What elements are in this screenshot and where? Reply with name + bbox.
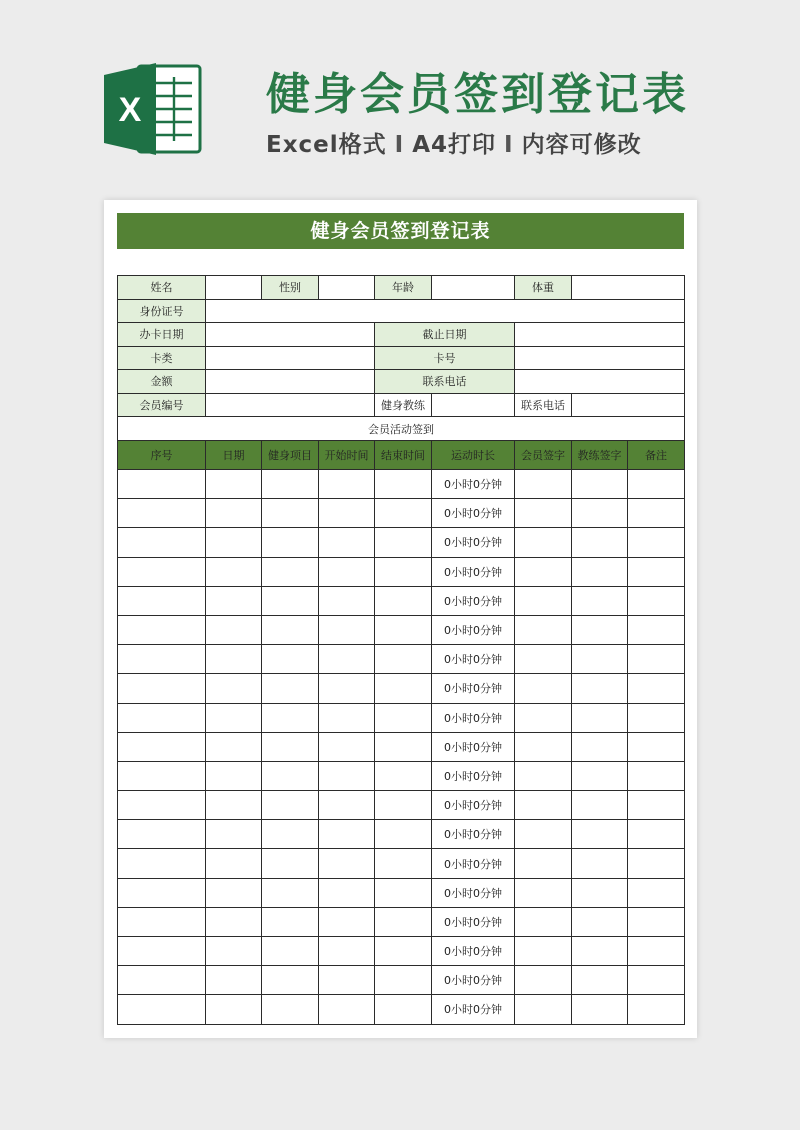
cell-duration: 0小时0分钟 <box>432 470 515 499</box>
cell-fitness-item[interactable] <box>262 937 319 966</box>
cell-remarks[interactable] <box>628 995 685 1024</box>
cell-end-time[interactable] <box>375 586 432 615</box>
cell-member-sign[interactable] <box>515 761 572 790</box>
cell-end-time[interactable] <box>375 966 432 995</box>
cell-remarks[interactable] <box>628 878 685 907</box>
value-contact-phone-2[interactable] <box>572 393 685 417</box>
cell-coach-sign[interactable] <box>572 645 628 674</box>
cell-end-time[interactable] <box>375 528 432 557</box>
cell-date[interactable] <box>206 849 262 878</box>
cell-member-sign[interactable] <box>515 470 572 499</box>
cell-coach-sign[interactable] <box>572 703 628 732</box>
label-age: 年龄 <box>375 276 432 300</box>
cell-start-time[interactable] <box>319 878 375 907</box>
cell-index[interactable] <box>118 732 206 761</box>
page-title: 健身会员签到登记表 <box>266 69 689 120</box>
cell-start-time[interactable] <box>319 907 375 936</box>
cell-fitness-item[interactable] <box>262 878 319 907</box>
cell-index[interactable] <box>118 615 206 644</box>
value-card-no[interactable] <box>515 346 685 370</box>
cell-duration: 0小时0分钟 <box>432 732 515 761</box>
cell-remarks[interactable] <box>628 732 685 761</box>
cell-start-time[interactable] <box>319 849 375 878</box>
cell-member-sign[interactable] <box>515 674 572 703</box>
cell-index[interactable] <box>118 966 206 995</box>
cell-remarks[interactable] <box>628 499 685 528</box>
cell-end-time[interactable] <box>375 703 432 732</box>
table-row <box>118 937 685 966</box>
cell-index[interactable] <box>118 791 206 820</box>
cell-duration: 0小时0分钟 <box>432 674 515 703</box>
cell-fitness-item[interactable] <box>262 586 319 615</box>
cell-start-time[interactable] <box>319 937 375 966</box>
cell-coach-sign[interactable] <box>572 849 628 878</box>
cell-end-time[interactable] <box>375 470 432 499</box>
cell-date[interactable] <box>206 470 262 499</box>
cell-start-time[interactable] <box>319 761 375 790</box>
cell-index[interactable] <box>118 761 206 790</box>
cell-duration: 0小时0分钟 <box>432 995 515 1024</box>
cell-end-time[interactable] <box>375 732 432 761</box>
cell-end-time[interactable] <box>375 820 432 849</box>
form-banner: 健身会员签到登记表 <box>117 213 684 249</box>
cell-fitness-item[interactable] <box>262 645 319 674</box>
cell-duration: 0小时0分钟 <box>432 586 515 615</box>
label-coach: 健身教练 <box>375 393 432 417</box>
cell-end-time[interactable] <box>375 791 432 820</box>
cell-coach-sign[interactable] <box>572 586 628 615</box>
cell-fitness-item[interactable] <box>262 849 319 878</box>
cell-date[interactable] <box>206 761 262 790</box>
cell-end-time[interactable] <box>375 645 432 674</box>
cell-end-time[interactable] <box>375 674 432 703</box>
cell-duration: 0小时0分钟 <box>432 937 515 966</box>
cell-duration: 0小时0分钟 <box>432 820 515 849</box>
cell-member-sign[interactable] <box>515 849 572 878</box>
value-card-type[interactable] <box>206 346 375 370</box>
table-row <box>118 557 685 586</box>
cell-remarks[interactable] <box>628 937 685 966</box>
cell-index[interactable] <box>118 849 206 878</box>
cell-end-time[interactable] <box>375 849 432 878</box>
label-contact-phone: 联系电话 <box>375 370 515 394</box>
cell-fitness-item[interactable] <box>262 703 319 732</box>
cell-fitness-item[interactable] <box>262 557 319 586</box>
cell-remarks[interactable] <box>628 761 685 790</box>
cell-remarks[interactable] <box>628 645 685 674</box>
col-header-duration: 运动时长 <box>432 441 515 470</box>
cell-fitness-item[interactable] <box>262 966 319 995</box>
cell-index[interactable] <box>118 499 206 528</box>
cell-date[interactable] <box>206 557 262 586</box>
cell-date[interactable] <box>206 732 262 761</box>
cell-start-time[interactable] <box>319 703 375 732</box>
cell-duration: 0小时0分钟 <box>432 645 515 674</box>
cell-date[interactable] <box>206 615 262 644</box>
cell-index[interactable] <box>118 937 206 966</box>
value-amount[interactable] <box>206 370 375 394</box>
col-header-start-time: 开始时间 <box>319 441 375 470</box>
cell-start-time[interactable] <box>319 528 375 557</box>
cell-coach-sign[interactable] <box>572 499 628 528</box>
label-end-date: 截止日期 <box>375 323 515 347</box>
cell-date[interactable] <box>206 791 262 820</box>
cell-index[interactable] <box>118 878 206 907</box>
cell-end-time[interactable] <box>375 878 432 907</box>
table-row <box>118 703 685 732</box>
cell-duration: 0小时0分钟 <box>432 966 515 995</box>
cell-date[interactable] <box>206 907 262 936</box>
cell-remarks[interactable] <box>628 674 685 703</box>
cell-start-time[interactable] <box>319 557 375 586</box>
cell-fitness-item[interactable] <box>262 528 319 557</box>
cell-member-sign[interactable] <box>515 966 572 995</box>
cell-end-time[interactable] <box>375 615 432 644</box>
cell-member-sign[interactable] <box>515 878 572 907</box>
table-row <box>118 761 685 790</box>
label-id-number: 身份证号 <box>118 299 206 323</box>
cell-remarks[interactable] <box>628 528 685 557</box>
subtitle-editable: 内容可修改 <box>521 132 642 158</box>
table-row <box>118 732 685 761</box>
label-card-no: 卡号 <box>375 346 515 370</box>
cell-duration: 0小时0分钟 <box>432 615 515 644</box>
label-member-no: 会员编号 <box>118 393 206 417</box>
cell-end-time[interactable] <box>375 557 432 586</box>
cell-date[interactable] <box>206 528 262 557</box>
table-row <box>118 674 685 703</box>
cell-start-time[interactable] <box>319 674 375 703</box>
cell-fitness-item[interactable] <box>262 907 319 936</box>
cell-member-sign[interactable] <box>515 499 572 528</box>
cell-date[interactable] <box>206 586 262 615</box>
label-gender: 性别 <box>262 276 319 300</box>
value-age[interactable] <box>432 276 515 300</box>
cell-end-time[interactable] <box>375 761 432 790</box>
table-row <box>118 849 685 878</box>
cell-date[interactable] <box>206 878 262 907</box>
value-coach[interactable] <box>432 393 515 417</box>
table-row <box>118 615 685 644</box>
cell-coach-sign[interactable] <box>572 791 628 820</box>
cell-remarks[interactable] <box>628 703 685 732</box>
cell-coach-sign[interactable] <box>572 995 628 1024</box>
value-member-no[interactable] <box>206 393 375 417</box>
value-gender[interactable] <box>319 276 375 300</box>
col-header-fitness-item: 健身项目 <box>262 441 319 470</box>
cell-fitness-item[interactable] <box>262 470 319 499</box>
cell-start-time[interactable] <box>319 470 375 499</box>
cell-index[interactable] <box>118 470 206 499</box>
col-header-index: 序号 <box>118 441 206 470</box>
cell-remarks[interactable] <box>628 907 685 936</box>
cell-coach-sign[interactable] <box>572 470 628 499</box>
label-amount: 金额 <box>118 370 206 394</box>
page-subtitle <box>266 126 642 159</box>
cell-end-time[interactable] <box>375 995 432 1024</box>
table-row <box>118 499 685 528</box>
cell-coach-sign[interactable] <box>572 761 628 790</box>
cell-remarks[interactable] <box>628 557 685 586</box>
cell-index[interactable] <box>118 586 206 615</box>
table-row <box>118 645 685 674</box>
cell-duration: 0小时0分钟 <box>432 528 515 557</box>
cell-end-time[interactable] <box>375 937 432 966</box>
cell-fitness-item[interactable] <box>262 615 319 644</box>
cell-remarks[interactable] <box>628 849 685 878</box>
cell-fitness-item[interactable] <box>262 761 319 790</box>
cell-member-sign[interactable] <box>515 528 572 557</box>
table-row <box>118 995 685 1024</box>
table-row <box>118 791 685 820</box>
cell-coach-sign[interactable] <box>572 820 628 849</box>
cell-remarks[interactable] <box>628 820 685 849</box>
cell-coach-sign[interactable] <box>572 878 628 907</box>
cell-index[interactable] <box>118 820 206 849</box>
table-row <box>118 528 685 557</box>
cell-coach-sign[interactable] <box>572 674 628 703</box>
cell-date[interactable] <box>206 937 262 966</box>
cell-remarks[interactable] <box>628 791 685 820</box>
cell-date[interactable] <box>206 966 262 995</box>
cell-start-time[interactable] <box>319 966 375 995</box>
cell-duration: 0小时0分钟 <box>432 849 515 878</box>
cell-start-time[interactable] <box>319 586 375 615</box>
cell-coach-sign[interactable] <box>572 907 628 936</box>
cell-duration: 0小时0分钟 <box>432 791 515 820</box>
cell-fitness-item[interactable] <box>262 499 319 528</box>
cell-start-time[interactable] <box>319 645 375 674</box>
value-id-number[interactable] <box>206 299 685 323</box>
cell-index[interactable] <box>118 703 206 732</box>
cell-member-sign[interactable] <box>515 615 572 644</box>
cell-member-sign[interactable] <box>515 645 572 674</box>
label-name: 姓名 <box>118 276 206 300</box>
subtitle-separator: I <box>394 132 405 158</box>
cell-date[interactable] <box>206 703 262 732</box>
cell-date[interactable] <box>206 645 262 674</box>
col-header-coach-sign: 教练签字 <box>572 441 628 470</box>
cell-remarks[interactable] <box>628 615 685 644</box>
cell-index[interactable] <box>118 528 206 557</box>
col-header-member-sign: 会员签字 <box>515 441 572 470</box>
col-header-remarks: 备注 <box>628 441 685 470</box>
cell-member-sign[interactable] <box>515 937 572 966</box>
cell-index[interactable] <box>118 995 206 1024</box>
cell-end-time[interactable] <box>375 499 432 528</box>
label-card-type: 卡类 <box>118 346 206 370</box>
cell-coach-sign[interactable] <box>572 557 628 586</box>
cell-start-time[interactable] <box>319 615 375 644</box>
section-title: 会员活动签到 <box>118 417 685 441</box>
cell-fitness-item[interactable] <box>262 791 319 820</box>
table-row <box>118 470 685 499</box>
registration-sheet <box>117 275 685 1025</box>
subtitle-print: A4打印 <box>412 132 497 158</box>
cell-member-sign[interactable] <box>515 907 572 936</box>
cell-member-sign[interactable] <box>515 995 572 1024</box>
cell-end-time[interactable] <box>375 907 432 936</box>
cell-duration: 0小时0分钟 <box>432 703 515 732</box>
cell-index[interactable] <box>118 557 206 586</box>
col-header-end-time: 结束时间 <box>375 441 432 470</box>
cell-coach-sign[interactable] <box>572 937 628 966</box>
cell-duration: 0小时0分钟 <box>432 907 515 936</box>
cell-member-sign[interactable] <box>515 703 572 732</box>
cell-start-time[interactable] <box>319 995 375 1024</box>
cell-index[interactable] <box>118 674 206 703</box>
cell-start-time[interactable] <box>319 499 375 528</box>
logo-letter: X <box>118 91 142 129</box>
cell-date[interactable] <box>206 820 262 849</box>
value-contact-phone[interactable] <box>515 370 685 394</box>
cell-coach-sign[interactable] <box>572 528 628 557</box>
label-contact-phone-2: 联系电话 <box>515 393 572 417</box>
cell-remarks[interactable] <box>628 586 685 615</box>
cell-duration: 0小时0分钟 <box>432 878 515 907</box>
cell-duration: 0小时0分钟 <box>432 499 515 528</box>
cell-remarks[interactable] <box>628 470 685 499</box>
cell-coach-sign[interactable] <box>572 615 628 644</box>
value-weight[interactable] <box>572 276 685 300</box>
cell-start-time[interactable] <box>319 820 375 849</box>
table-row <box>118 966 685 995</box>
cell-member-sign[interactable] <box>515 586 572 615</box>
cell-date[interactable] <box>206 995 262 1024</box>
cell-fitness-item[interactable] <box>262 732 319 761</box>
table-row <box>118 586 685 615</box>
table-row <box>118 820 685 849</box>
value-card-date[interactable] <box>206 323 375 347</box>
subtitle-separator: I <box>504 132 514 158</box>
label-weight: 体重 <box>515 276 572 300</box>
cell-start-time[interactable] <box>319 791 375 820</box>
cell-coach-sign[interactable] <box>572 732 628 761</box>
cell-remarks[interactable] <box>628 966 685 995</box>
cell-date[interactable] <box>206 674 262 703</box>
cell-fitness-item[interactable] <box>262 995 319 1024</box>
cell-coach-sign[interactable] <box>572 966 628 995</box>
cell-index[interactable] <box>118 645 206 674</box>
cell-duration: 0小时0分钟 <box>432 557 515 586</box>
cell-index[interactable] <box>118 907 206 936</box>
cell-member-sign[interactable] <box>515 820 572 849</box>
table-row <box>118 878 685 907</box>
cell-member-sign[interactable] <box>515 557 572 586</box>
column-header-row <box>118 441 685 470</box>
col-header-date: 日期 <box>206 441 262 470</box>
label-card-date: 办卡日期 <box>118 323 206 347</box>
cell-duration: 0小时0分钟 <box>432 761 515 790</box>
cell-start-time[interactable] <box>319 732 375 761</box>
cell-member-sign[interactable] <box>515 732 572 761</box>
cell-fitness-item[interactable] <box>262 674 319 703</box>
cell-fitness-item[interactable] <box>262 820 319 849</box>
subtitle-format: Excel格式 <box>266 132 387 158</box>
value-end-date[interactable] <box>515 323 685 347</box>
cell-date[interactable] <box>206 499 262 528</box>
cell-member-sign[interactable] <box>515 791 572 820</box>
value-name[interactable] <box>206 276 262 300</box>
table-row <box>118 907 685 936</box>
excel-logo-icon <box>104 63 204 155</box>
